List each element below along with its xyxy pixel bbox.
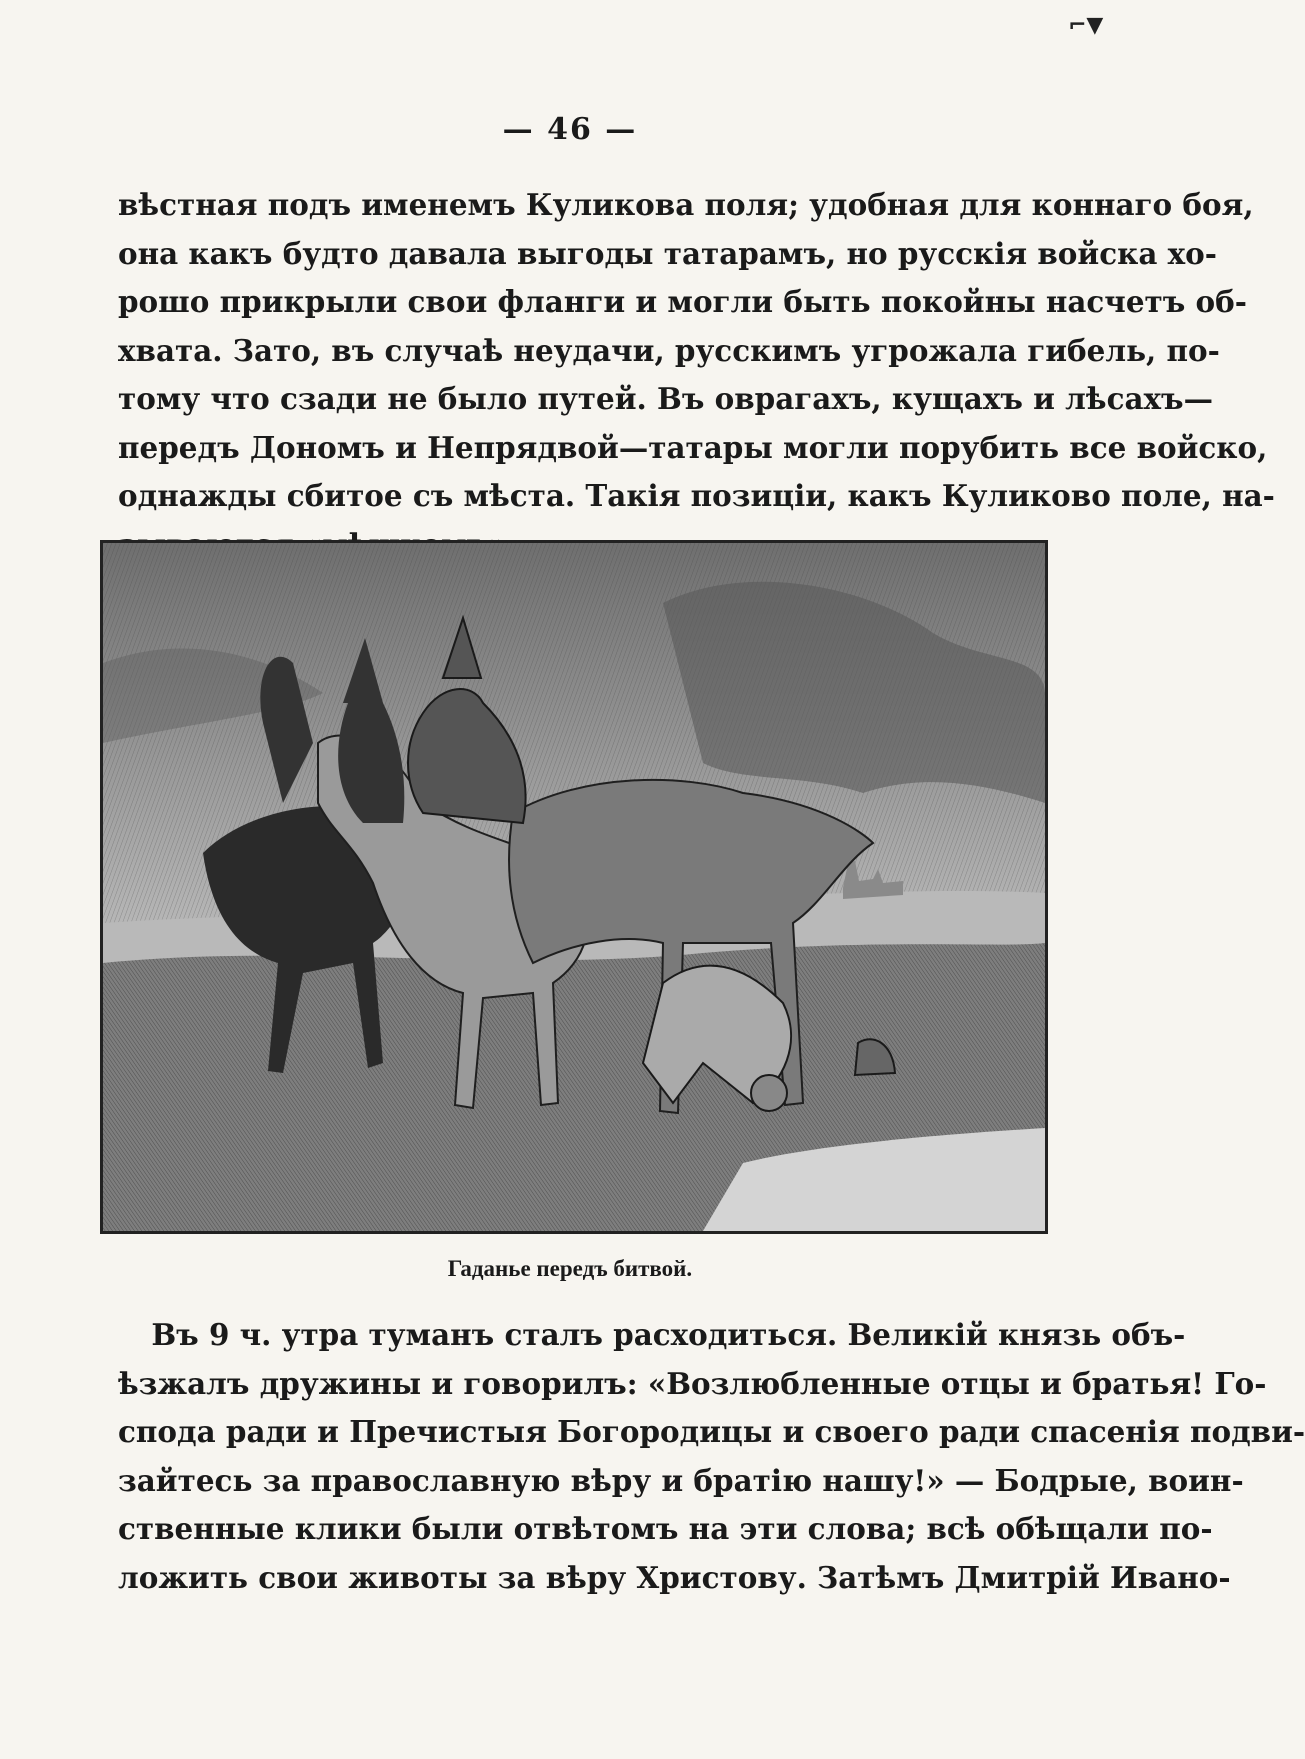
text-line: ложить свои животы за вѣру Христову. Затѣмъ Дмитрій Ивано- <box>118 1560 1231 1596</box>
text-line: ственные клики были отвѣтомъ на эти слова; всѣ обѣщали по- <box>118 1512 1213 1547</box>
text-line: она какъ будто давала выгоды татарамъ, но русскія войска хо- <box>118 236 1217 272</box>
text-line: Въ 9 ч. утра туманъ сталъ расходиться. Великій князь объ- <box>151 1318 1186 1353</box>
figure-caption: Гаданье передъ битвой. <box>447 1256 693 1281</box>
text-line: передъ Дономъ и Непрядвой—татары могли порубить все войско, <box>118 430 1268 466</box>
text-line: хвата. Зато, въ случаѣ неудачи, русскимъ угрожала гибель, по- <box>118 333 1220 369</box>
text-line: вѣстная подъ именемъ Куликова поля; удобная для коннаго боя, <box>118 188 1254 223</box>
text-line: спода ради и Пречистыя Богородицы и своего ради спасенія подви- <box>118 1415 1305 1450</box>
page-number: — 46 — <box>502 112 638 147</box>
text-line: рошо прикрыли свои фланги и могли быть покойны насчетъ об- <box>118 285 1247 320</box>
top-paragraph <box>118 182 1275 570</box>
text-line: однажды сбитое съ мѣста. Такія позиціи, какъ Куликово поле, на- <box>118 479 1275 514</box>
corner-mark: ⌐▼ <box>1068 12 1104 38</box>
text-line: зайтесь за православную вѣру и братію нашу!» — Бодрые, воин- <box>118 1463 1244 1499</box>
engraving-illustration <box>100 540 1048 1234</box>
text-line: тому что сзади не было путей. Въ оврагахъ, кущахъ и лѣсахъ— <box>118 382 1214 417</box>
bottom-paragraph <box>118 1312 1305 1603</box>
text-line: ѣзжалъ дружины и говорилъ: «Возлюбленные отцы и братья! Го- <box>118 1366 1267 1402</box>
